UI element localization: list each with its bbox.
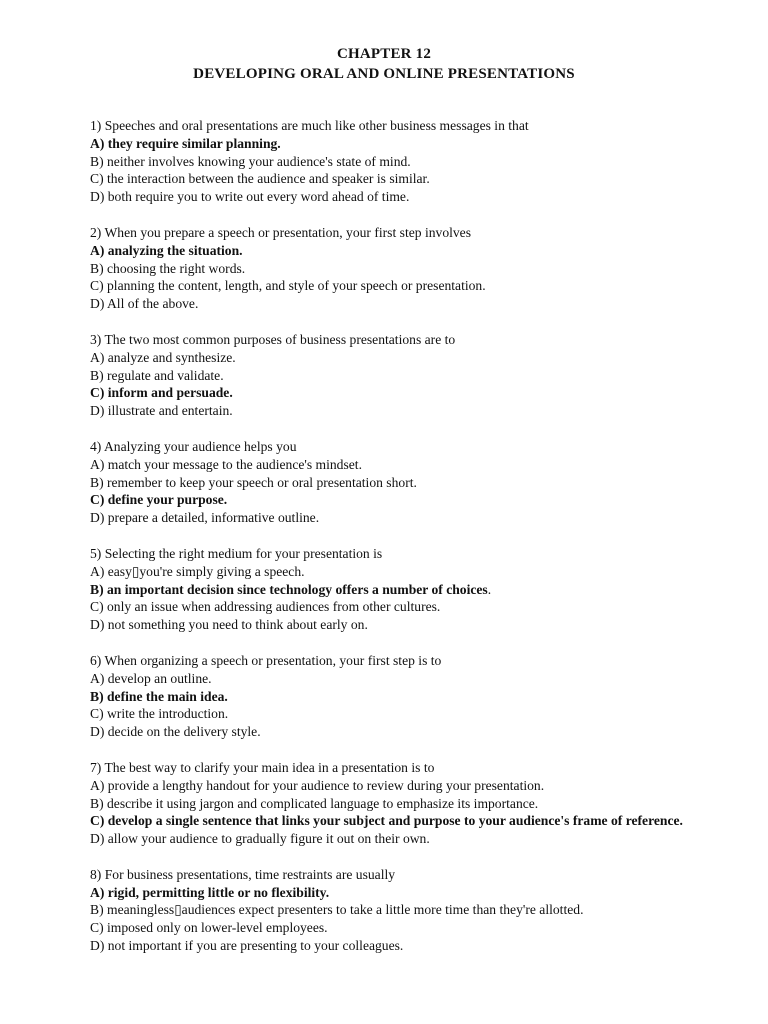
option-text: C) the interaction between the audience and speaker is similar.: [90, 171, 430, 187]
option-text: D) both require you to write out every word ahead of time.: [90, 189, 410, 205]
answer-option-correct: [90, 242, 690, 260]
option-text: C) write the introduction.: [90, 706, 229, 722]
answer-option: [90, 260, 690, 278]
option-text: C) develop a single sentence that links your subject and purpose to your audience's frame of reference.: [90, 813, 683, 829]
option-text: C) define your purpose.: [90, 492, 228, 508]
document-header: [0, 44, 768, 84]
question-list: [90, 117, 690, 973]
option-text: B) define the main idea.: [90, 688, 228, 704]
question-block: [90, 224, 690, 313]
answer-option: [90, 188, 690, 206]
question-block: [90, 759, 690, 848]
answer-option: [90, 777, 690, 795]
option-text: A) easy▯you're simply giving a speech.: [90, 563, 305, 579]
question-block: [90, 866, 690, 955]
answer-option: [90, 402, 690, 420]
question-stem: 2) When you prepare a speech or presentation, your first step involves: [90, 224, 472, 240]
option-text: C) only an issue when addressing audiences from other cultures.: [90, 599, 441, 615]
answer-option-correct: [90, 581, 690, 599]
option-text: D) allow your audience to gradually figure it out on their own.: [90, 831, 430, 847]
option-text: B) choosing the right words.: [90, 260, 246, 276]
answer-option: [90, 474, 690, 492]
question-stem: 4) Analyzing your audience helps you: [90, 438, 297, 454]
answer-option: [90, 598, 690, 616]
question-block: [90, 331, 690, 420]
answer-option-correct: [90, 384, 690, 402]
answer-option: [90, 563, 690, 581]
answer-option: [90, 901, 690, 919]
option-text: D) All of the above.: [90, 296, 199, 312]
question-stem: 5) Selecting the right medium for your presentation is: [90, 545, 383, 561]
option-text: B) meaningless▯audiences expect presenters to take a little more time than they're allotted.: [90, 902, 584, 918]
answer-option: [90, 349, 690, 367]
answer-option: [90, 509, 690, 527]
answer-option: [90, 830, 690, 848]
option-text: B) remember to keep your speech or oral presentation short.: [90, 474, 417, 490]
option-trailing-punctuation: .: [487, 581, 492, 597]
answer-option: [90, 153, 690, 171]
option-text: A) match your message to the audience's mindset.: [90, 456, 362, 472]
answer-option: [90, 723, 690, 741]
option-text: A) they require similar planning.: [90, 135, 281, 151]
answer-option: [90, 937, 690, 955]
option-text: A) provide a lengthy handout for your audience to review during your presentation.: [90, 777, 545, 793]
answer-option: [90, 367, 690, 385]
question-stem: 3) The two most common purposes of business presentations are to: [90, 331, 456, 347]
chapter-number: CHAPTER 12: [336, 46, 432, 62]
option-text: B) regulate and validate.: [90, 367, 224, 383]
option-text: B) describe it using jargon and complicated language to emphasize its importance.: [90, 795, 539, 811]
question-stem: 8) For business presentations, time restraints are usually: [90, 866, 396, 882]
answer-option: [90, 705, 690, 723]
option-text: D) illustrate and entertain.: [90, 403, 233, 419]
option-text: D) prepare a detailed, informative outline.: [90, 510, 320, 526]
answer-option: [90, 456, 690, 474]
answer-option: [90, 277, 690, 295]
option-text: D) decide on the delivery style.: [90, 724, 261, 740]
option-text: B) neither involves knowing your audience's state of mind.: [90, 153, 411, 169]
option-text: D) not important if you are presenting to your colleagues.: [90, 938, 404, 954]
question-stem: 6) When organizing a speech or presentation, your first step is to: [90, 652, 442, 668]
option-text: A) analyze and synthesize.: [90, 349, 236, 365]
option-text: A) develop an outline.: [90, 670, 212, 686]
answer-option-correct: [90, 688, 690, 706]
answer-option-correct: [90, 812, 690, 830]
question-stem: 1) Speeches and oral presentations are much like other business messages in that: [90, 118, 529, 133]
option-text: C) planning the content, length, and style of your speech or presentation.: [90, 278, 486, 294]
option-text: C) inform and persuade.: [90, 385, 233, 401]
option-text: D) not something you need to think about early on.: [90, 617, 368, 633]
option-text: A) analyzing the situation.: [90, 242, 243, 258]
question-block: [90, 545, 690, 634]
answer-option-correct: [90, 135, 690, 153]
option-text: A) rigid, permitting little or no flexibility.: [90, 884, 330, 900]
chapter-title: DEVELOPING ORAL AND ONLINE PRESENTATIONS: [193, 66, 575, 82]
answer-option: [90, 919, 690, 937]
answer-option: [90, 670, 690, 688]
option-text: B) an important decision since technology offers a number of choices: [90, 581, 488, 597]
question-block: [90, 438, 690, 527]
question-block: [90, 652, 690, 741]
question-block: [90, 117, 690, 206]
answer-option-correct: [90, 884, 690, 902]
answer-option-correct: [90, 491, 690, 509]
answer-option: [90, 170, 690, 188]
answer-option: [90, 795, 690, 813]
question-stem: 7) The best way to clarify your main idea in a presentation is to: [90, 759, 435, 775]
answer-option: [90, 616, 690, 634]
answer-option: [90, 295, 690, 313]
option-text: C) imposed only on lower-level employees.: [90, 920, 328, 936]
